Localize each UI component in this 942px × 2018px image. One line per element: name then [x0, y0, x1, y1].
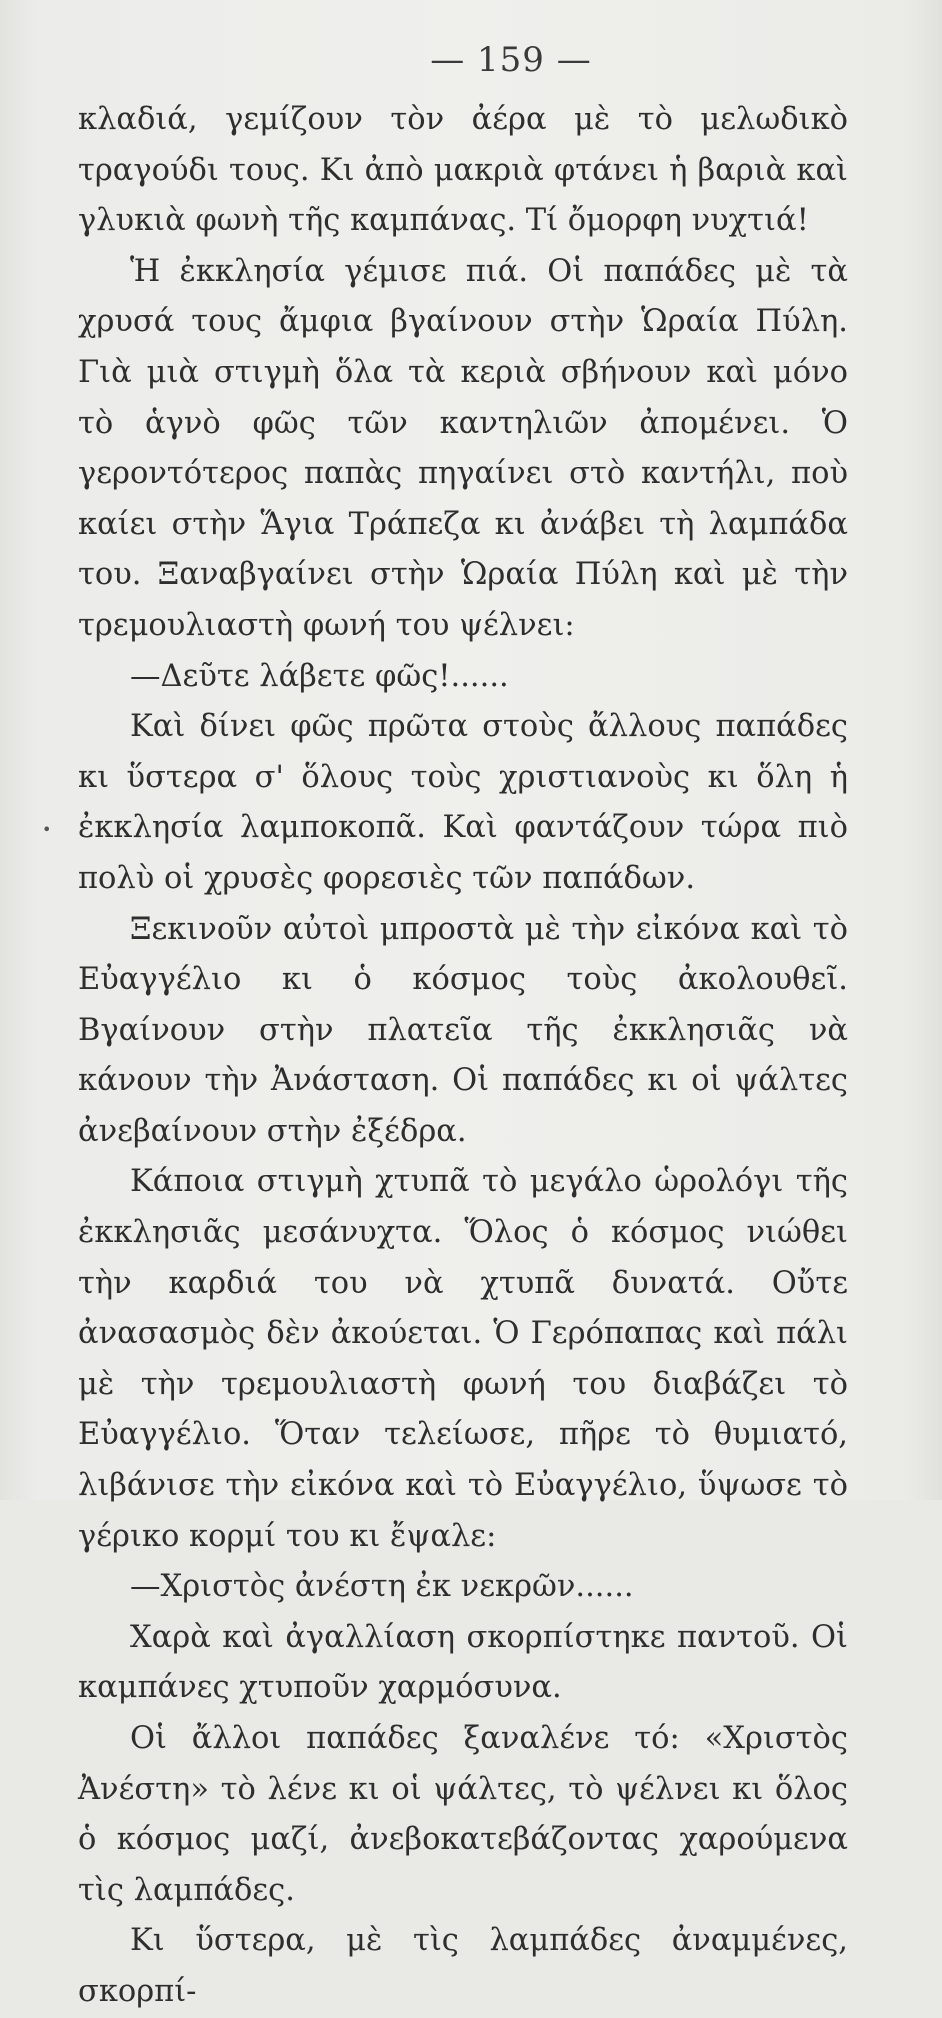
page-body [78, 95, 848, 2018]
paragraph: Καὶ δίνει φῶς πρῶτα στοὺς ἄλλους παπάδες κι ὕστερα σ' ὅλους τοὺς χριστιανοὺς κι ὅλη ἡ ἐκκλησία λαμποκοπᾶ. Καὶ φαντάζουν τώρα πιὸ πολὺ οἱ χρυσὲς φορεσιὲς τῶν παπάδων. [78, 709, 848, 896]
margin-mark: • [42, 820, 52, 839]
paragraph: Οἱ ἄλλοι παπάδες ξαναλένε τό: «Χριστὸς Ἀνέστη» τὸ λένε κι οἱ ψάλτες, τὸ ψέλνει κι ὅλος ὁ κόσμος μαζί, ἀνεβοκατεβάζοντας χαρούμενα τὶς λαμπάδες. [78, 1721, 848, 1908]
paragraph: Κάποια στιγμὴ χτυπᾶ τὸ μεγάλο ὡρολόγι τῆς ἐκκλησιᾶς μεσάνυχτα. Ὅλος ὁ κόσμος νιώθει τὴν καρδιά του νὰ χτυπᾶ δυνατά. Οὔτε ἀνασασμὸς δὲν ἀκούεται. Ὁ Γερόπαπας καὶ πάλι μὲ τὴν τρεμουλιαστὴ φωνή του διαβάζει τὸ Εὐαγγέλιο. Ὅταν τελείωσε, πῆρε τὸ θυμιατό, λιβάνισε τὴν εἰκόνα καὶ τὸ Εὐαγγέλιο, ὕψωσε τὸ γέρικο κορμί του κι ἔψαλε: [78, 1164, 848, 1554]
paragraph: κλαδιά, γεμίζουν τὸν ἀέρα μὲ τὸ μελωδικὸ τραγούδι τους. Κι ἀπὸ μακριὰ φτάνει ἡ βαριὰ καὶ γλυκιὰ φωνὴ τῆς καμπάνας. Τί ὄμορφη νυχτιά! [78, 102, 848, 239]
paragraph: Κι ὕστερα, μὲ τὶς λαμπάδες ἀναμμένες, σκορπί- [78, 1923, 848, 2009]
paragraph: Χαρὰ καὶ ἀγαλλίαση σκορπίστηκε παντοῦ. Οἱ καμπάνες χτυποῦν χαρμόσυνα. [78, 1619, 848, 1706]
paragraph: Ἡ ἐκκλησία γέμισε πιά. Οἱ παπάδες μὲ τὰ χρυσά τους ἄμφια βγαίνουν στὴν Ὡραία Πύλη. Γιὰ μιὰ στιγμὴ ὅλα τὰ κεριὰ σβήνουν καὶ μόνο τὸ ἁγνὸ φῶς τῶν καντηλιῶν ἀπομένει. Ὁ γεροντότερος παπὰς πηγαίνει στὸ καντήλι, ποὺ καίει στὴν Ἅγια Τράπεζα κι ἀνάβει τὴ λαμπάδα του. Ξαναβγαίνει στὴν Ὡραία Πύλη καὶ μὲ τὴν τρεμουλιαστὴ φωνή του ψέλνει: [78, 253, 848, 643]
paragraph: —Χριστὸς ἀνέστη ἐκ νεκρῶν...... [130, 1569, 634, 1605]
paragraph: Ξεκινοῦν αὐτοὶ μπροστὰ μὲ τὴν εἰκόνα καὶ τὸ Εὐαγγέλιο κι ὁ κόσμος τοὺς ἀκολουθεῖ. Βγαίνουν στὴν πλατεῖα τῆς ἐκκλησιᾶς νὰ κάνουν τὴν Ἀνάσταση. Οἱ παπάδες κι οἱ ψάλτες ἀνεβαίνουν στὴν ἐξέδρα. [78, 911, 848, 1149]
paragraph: —Δεῦτε λάβετε φῶς!...... [130, 658, 509, 694]
page-number: — 159 — [430, 40, 592, 80]
